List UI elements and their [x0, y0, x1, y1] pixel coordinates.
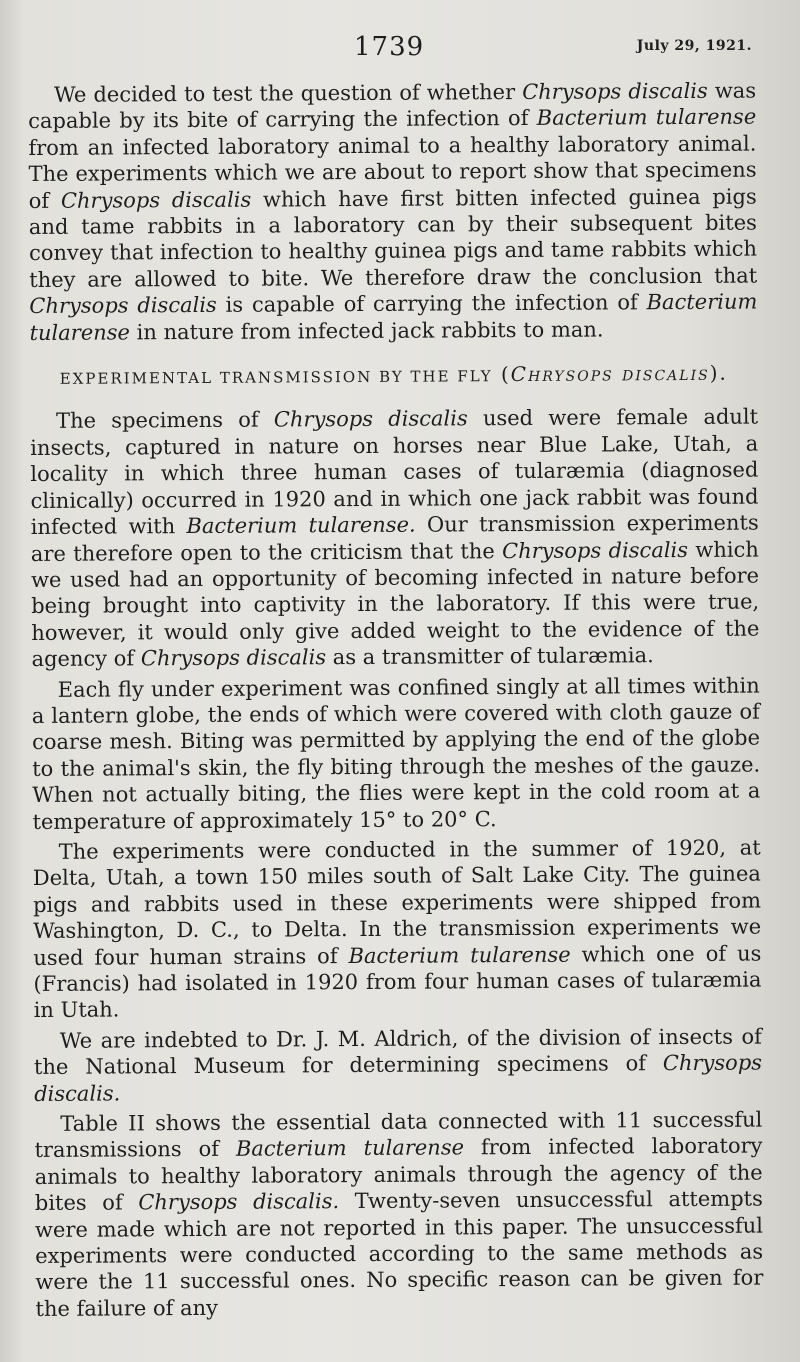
- species-name: Chrysops discalis: [29, 293, 217, 319]
- species-name: Chrysops discalis.: [138, 1189, 340, 1215]
- species-name: Bacterium tularense: [235, 1135, 465, 1162]
- text-run: We are indebted to Dr. J. M. Aldrich, of the division of insects of the National Museum for determining specimens of: [33, 1024, 762, 1080]
- text-run: is capable of carrying the infection of: [216, 290, 647, 318]
- text-run: Our transmission experiments are therefore open to the criticism that the: [30, 510, 759, 566]
- species-name: Bacterium tularense: [536, 104, 757, 131]
- text-run: The specimens of: [55, 407, 274, 434]
- species-name: Chrysops discalis: [60, 187, 252, 213]
- text-run: which we used had an opportunity of becoming infected in nature before being brought into captivity in the laboratory. If this were true, however, it would only give added weight to the evidence of the agency of: [30, 537, 760, 672]
- species-name: Chrysops discalis: [502, 537, 689, 563]
- paragraph-location: [33, 835, 762, 1024]
- text-run: Table II shows the essential data connected with 11 successful transmissions of: [34, 1107, 763, 1163]
- species-name: Chrysops discalis: [273, 406, 468, 432]
- species-name: Bacterium tularense: [348, 942, 571, 968]
- text-run: from infected laboratory animals to healthy laboratory animals through the agency of the bites of: [34, 1133, 763, 1216]
- species-name: Bacterium tularense: [29, 289, 758, 345]
- page-header: [0, 30, 800, 70]
- paragraph-specimens: [30, 404, 760, 673]
- text-run: which have first bitten infected guinea pigs and tame rabbits in a laboratory can by their subsequent bites convey that infection to healthy guinea pigs and tame rabbits which they are allowed to bite. We therefore draw the conclusion that: [28, 184, 758, 292]
- article-body: [28, 78, 764, 1323]
- section-heading: [30, 360, 758, 393]
- text-run: in nature from infected jack rabbits to man.: [129, 317, 604, 345]
- paragraph-intro: [28, 78, 758, 347]
- text-run: as a transmitter of tularæmia.: [326, 643, 654, 670]
- text-run: which one of us (Francis) had isolated in 1920 from four human cases of tularæmia in Utah.: [33, 941, 762, 1023]
- text-run: (: [492, 362, 511, 387]
- species-name: Chrysops discalis: [140, 645, 327, 671]
- text-run: ).: [709, 360, 728, 385]
- text-run: used were female adult insects, captured in nature on horses near Blue Lake, Utah, a locality in which three human cases of tularæmia (diagnosed clinically) occurred in 1920 and in which one jack rabbit was found infected with: [30, 405, 759, 540]
- text-run: The experiments were conducted in the summer of 1920, at Delta, Utah, a town 150 miles south of Salt Lake City. The guinea pigs and rabbits used in these experiments were shipped from Washington, D. C., to Delta. In the transmission experiments we used four human strains of: [32, 835, 762, 970]
- section-heading-caps: EXPERIMENTAL TRANSMISSION BY THE FLY: [59, 367, 493, 388]
- species-name: Chrysops discalis: [510, 360, 710, 387]
- paragraph-acknowledgment: [34, 1023, 762, 1107]
- species-name: Chrysops discalis: [522, 78, 708, 104]
- publication-date: July 29, 1921.: [636, 38, 752, 54]
- text-run: We decided to test the question of whether: [54, 79, 523, 107]
- paragraph-results: [34, 1107, 763, 1323]
- species-name: Chrysops discalis.: [34, 1050, 763, 1106]
- text-run: was capable by its bite of carrying the infection of: [28, 78, 757, 134]
- text-run: from an infected laboratory animal to a healthy laboratory animal. The experiments which we are about to report show that specimens of: [28, 131, 757, 213]
- species-name: Bacterium tularense.: [186, 512, 416, 539]
- page-number: 1739: [354, 32, 425, 62]
- text-run: Twenty-seven unsuccessful attempts were made which are not reported in this paper. The unsuccessful experiments were conducted according to the same methods as were the 11 successful ones. No specific reason can be given for the failure of any: [34, 1186, 764, 1321]
- paragraph-method: Each fly under experiment was confined singly at all times within a lantern globe, the ends of which were covered with cloth gauze of coarse mesh. Biting was permitted by applying the end of the globe to the animal's skin, the fly biting through the meshes of the gauze. When not actually biting, the flies were kept in the cold room at a temperature of approximately 15° to 20° C.: [31, 673, 761, 834]
